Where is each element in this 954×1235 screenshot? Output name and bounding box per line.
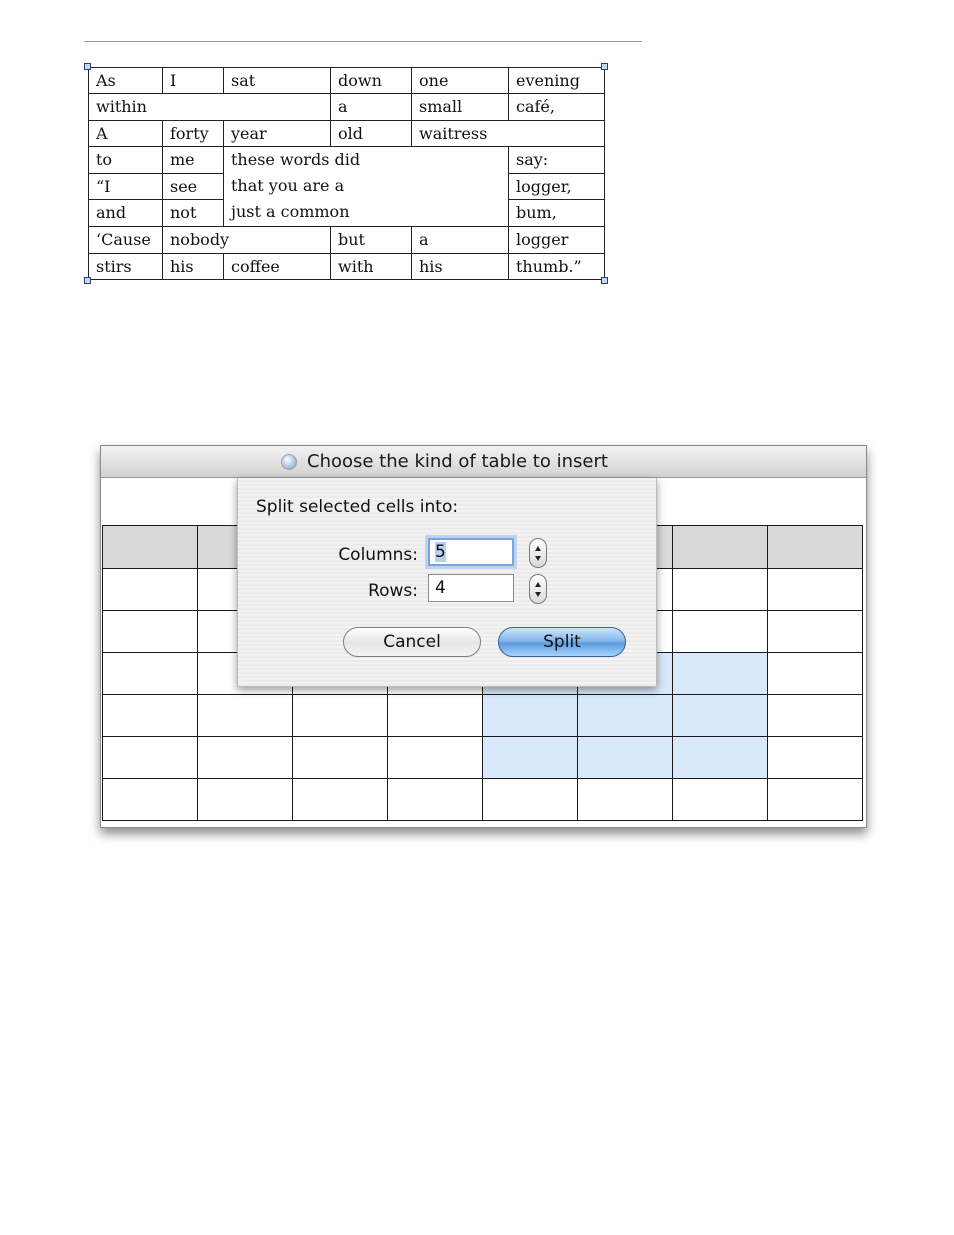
rows-value: 4 (435, 578, 446, 598)
grid-cell[interactable] (103, 779, 198, 821)
columns-input[interactable] (428, 538, 514, 566)
poem-cell[interactable]: a (331, 94, 412, 120)
grid-cell[interactable] (103, 737, 198, 779)
poem-cell[interactable]: I (163, 68, 224, 94)
poem-cell[interactable]: his (163, 253, 224, 279)
grid-cell[interactable] (483, 779, 578, 821)
resize-handle-top-left[interactable] (84, 63, 91, 70)
poem-cell[interactable]: waitress (412, 120, 605, 146)
poem-cell[interactable]: small (412, 94, 509, 120)
grid-cell[interactable] (768, 737, 863, 779)
stepper-down-icon[interactable] (535, 556, 541, 561)
app-icon (281, 454, 297, 470)
poem-cell[interactable]: not (163, 200, 224, 227)
poem-cell[interactable]: me (163, 147, 224, 174)
poem-table[interactable] (88, 67, 605, 280)
poem-cell[interactable]: coffee (224, 253, 331, 279)
poem-cell[interactable]: with (331, 253, 412, 279)
resize-handle-bottom-left[interactable] (84, 277, 91, 284)
grid-cell[interactable] (673, 779, 768, 821)
grid-cell[interactable] (293, 779, 388, 821)
rows-label: Rows: (368, 581, 418, 601)
grid-row (103, 737, 863, 779)
poem-cell[interactable]: nobody (163, 227, 331, 253)
grid-cell[interactable] (768, 526, 863, 569)
grid-cell[interactable] (198, 779, 293, 821)
poem-cell[interactable]: café, (509, 94, 605, 120)
grid-cell[interactable] (768, 611, 863, 653)
rows-stepper[interactable] (529, 574, 547, 604)
grid-cell[interactable] (673, 526, 768, 569)
poem-cell[interactable]: forty (163, 120, 224, 146)
grid-cell[interactable] (768, 779, 863, 821)
poem-cell[interactable]: a (412, 227, 509, 253)
split-heading: Split selected cells into: (256, 497, 459, 517)
grid-cell[interactable] (103, 695, 198, 737)
columns-value: 5 (435, 542, 446, 562)
columns-stepper[interactable] (529, 538, 547, 568)
grid-cell[interactable] (293, 737, 388, 779)
poem-row (89, 147, 605, 174)
poem-row (89, 253, 605, 279)
grid-cell[interactable] (673, 611, 768, 653)
poem-row (89, 94, 605, 120)
grid-cell[interactable] (293, 695, 388, 737)
grid-cell-selected[interactable] (483, 695, 578, 737)
page-rule (84, 41, 642, 42)
grid-cell[interactable] (103, 611, 198, 653)
grid-cell[interactable] (768, 653, 863, 695)
poem-cell[interactable]: but (331, 227, 412, 253)
poem-cell[interactable]: “I (89, 173, 163, 200)
poem-cell[interactable]: within (89, 94, 331, 120)
poem-cell[interactable]: sat (224, 68, 331, 94)
poem-cell[interactable]: As (89, 68, 163, 94)
poem-cell[interactable]: see (163, 173, 224, 200)
poem-row (89, 227, 605, 253)
poem-cell[interactable]: his (412, 253, 509, 279)
grid-cell[interactable] (198, 737, 293, 779)
grid-cell-selected[interactable] (578, 695, 673, 737)
grid-cell-selected[interactable] (673, 695, 768, 737)
grid-cell[interactable] (388, 779, 483, 821)
poem-cell[interactable]: bum, (509, 200, 605, 227)
poem-cell[interactable]: say: (509, 147, 605, 174)
grid-cell[interactable] (103, 653, 198, 695)
window-titlebar[interactable] (101, 446, 866, 478)
grid-cell[interactable] (768, 695, 863, 737)
grid-cell-selected[interactable] (483, 737, 578, 779)
grid-cell[interactable] (578, 779, 673, 821)
columns-label: Columns: (338, 545, 418, 565)
poem-cell[interactable]: one (412, 68, 509, 94)
grid-row (103, 779, 863, 821)
stepper-up-icon[interactable] (535, 582, 541, 587)
poem-cell[interactable]: evening (509, 68, 605, 94)
grid-cell[interactable] (198, 695, 293, 737)
poem-cell[interactable]: old (331, 120, 412, 146)
grid-cell-selected[interactable] (673, 653, 768, 695)
poem-cell[interactable]: A (89, 120, 163, 146)
split-cells-sheet (237, 478, 657, 687)
grid-cell[interactable] (388, 737, 483, 779)
cancel-button[interactable]: Cancel (343, 627, 481, 657)
poem-cell[interactable]: thumb.” (509, 253, 605, 279)
grid-cell-selected[interactable] (578, 737, 673, 779)
resize-handle-top-right[interactable] (601, 63, 608, 70)
poem-row (89, 68, 605, 94)
poem-cell[interactable]: and (89, 200, 163, 227)
grid-cell[interactable] (673, 569, 768, 611)
poem-cell[interactable]: these words did that you are a just a common (224, 147, 509, 227)
split-button[interactable]: Split (498, 627, 626, 657)
poem-table-object[interactable] (88, 67, 604, 280)
poem-cell[interactable]: ‘Cause (89, 227, 163, 253)
grid-row (103, 695, 863, 737)
poem-cell[interactable]: logger, (509, 173, 605, 200)
grid-cell[interactable] (103, 569, 198, 611)
resize-handle-bottom-right[interactable] (601, 277, 608, 284)
grid-cell[interactable] (388, 695, 483, 737)
grid-cell-selected[interactable] (673, 737, 768, 779)
window-title: Choose the kind of table to insert (307, 451, 608, 472)
grid-cell[interactable] (103, 526, 198, 569)
poem-row (89, 120, 605, 146)
stepper-up-icon[interactable] (535, 546, 541, 551)
poem-cell[interactable]: stirs (89, 253, 163, 279)
poem-cell[interactable]: to (89, 147, 163, 174)
poem-cell[interactable]: down (331, 68, 412, 94)
stepper-down-icon[interactable] (535, 592, 541, 597)
rows-input[interactable] (428, 574, 514, 602)
poem-cell[interactable]: logger (509, 227, 605, 253)
grid-cell[interactable] (768, 569, 863, 611)
poem-cell[interactable]: year (224, 120, 331, 146)
